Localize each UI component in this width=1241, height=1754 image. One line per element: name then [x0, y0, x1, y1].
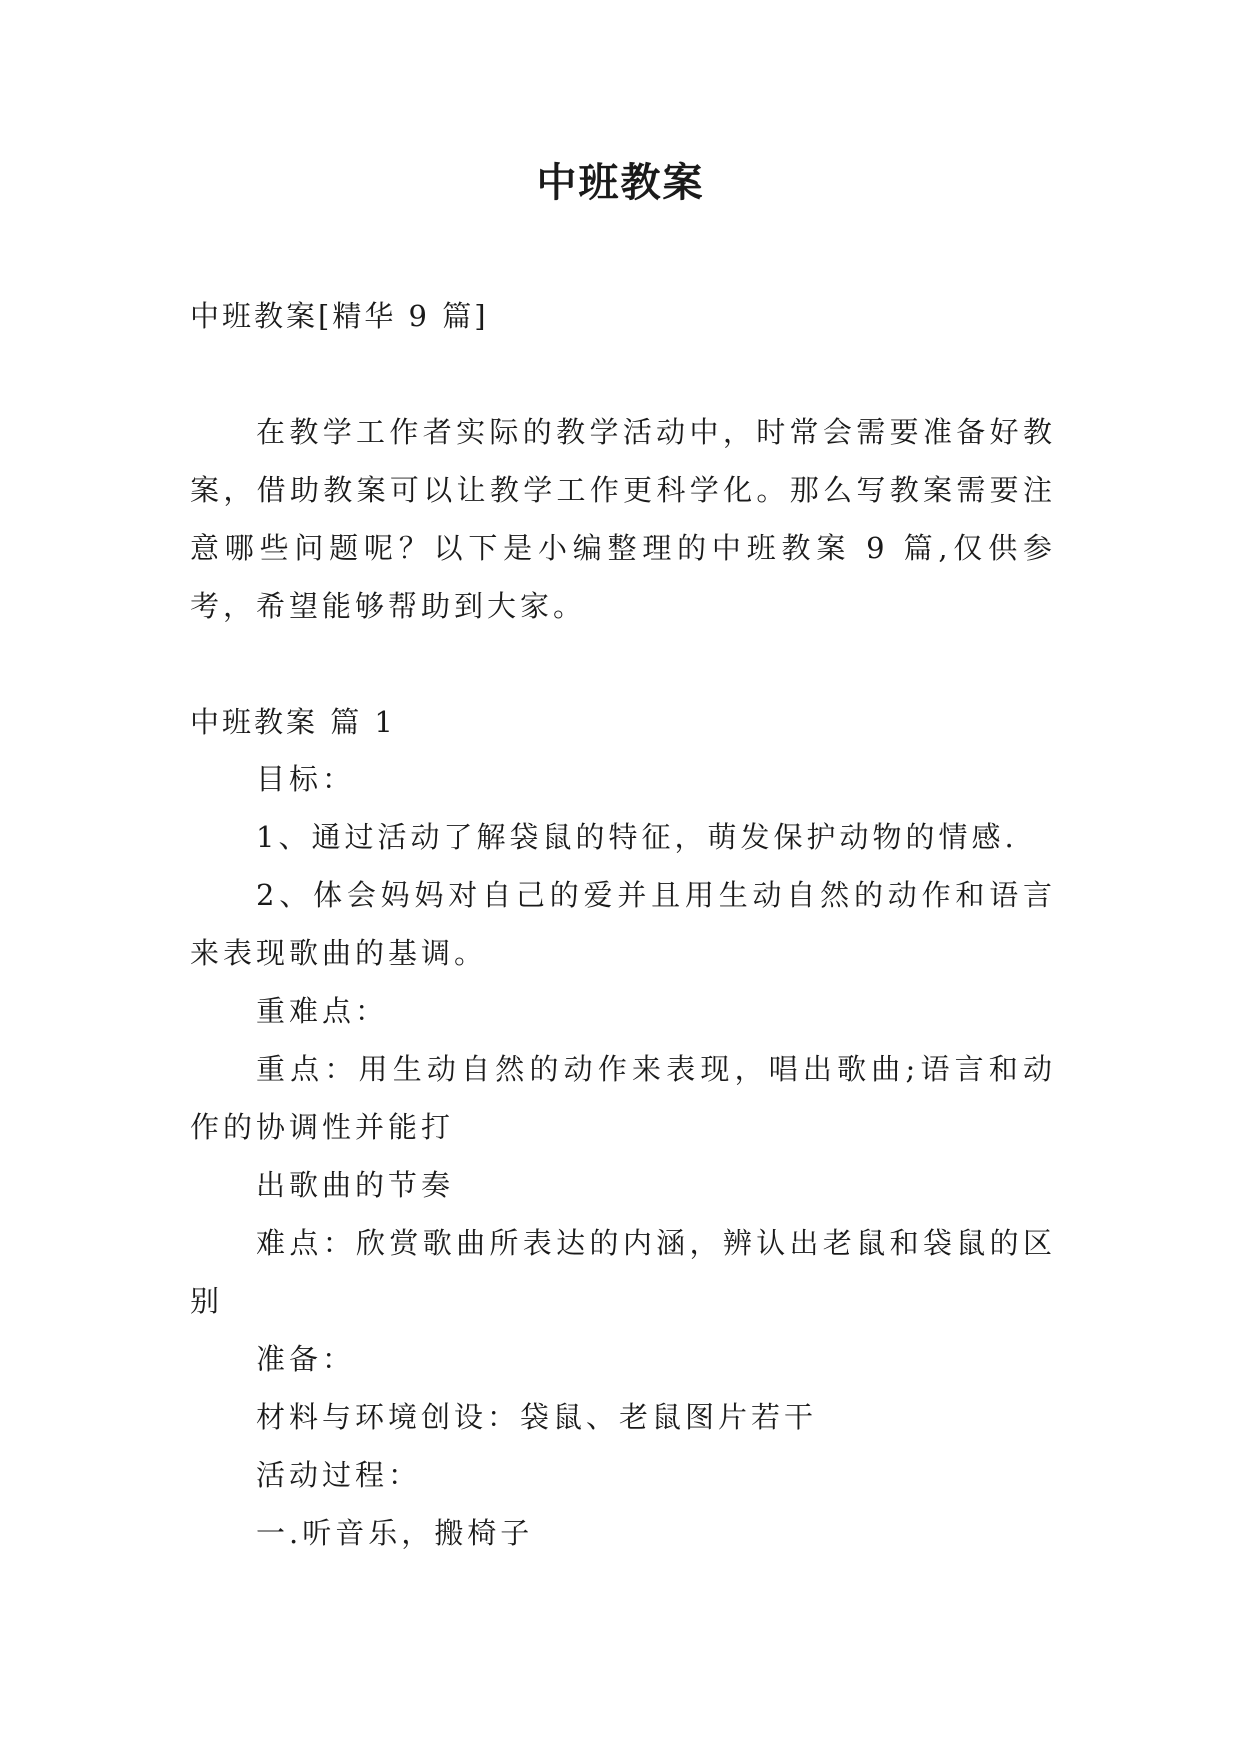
paragraph-key-point: 重点：用生动自然的动作来表现，唱出歌曲;语言和动作的协调性并能打	[190, 1052, 1056, 1144]
paragraph-process-label: 活动过程：	[256, 1458, 422, 1492]
paragraph-step-1: 一.听音乐，搬椅子	[256, 1516, 534, 1550]
paragraph-goal-2: 2、体会妈妈对自己的爱并且用生动自然的动作和语言来表现歌曲的基调。	[190, 878, 1056, 970]
paragraph-preparation-label: 准备：	[256, 1342, 356, 1376]
paragraph-key-points-label: 重难点：	[256, 994, 389, 1028]
paragraph-goals-label: 目标：	[256, 762, 356, 796]
paragraph-difficulty: 难点：欣赏歌曲所表达的内涵，辨认出老鼠和袋鼠的区别	[190, 1226, 1056, 1318]
paragraph-goal-1: 1、通过活动了解袋鼠的特征，萌发保护动物的情感.	[256, 820, 1018, 854]
document-subtitle: 中班教案[精华 9 篇]	[190, 299, 489, 333]
section-heading: 中班教案 篇 1	[190, 705, 396, 739]
intro-paragraph: 在教学工作者实际的教学活动中，时常会需要准备好教案，借助教案可以让教学工作更科学化。那么写教案需要注意哪些问题呢？以下是小编整理的中班教案 9 篇,仅供参考，希望能够帮助到大家。	[190, 415, 1056, 623]
paragraph-key-point-continued: 出歌曲的节奏	[256, 1168, 455, 1202]
paragraph-materials: 材料与环境创设：袋鼠、老鼠图片若干	[256, 1400, 818, 1434]
section-body	[190, 750, 1056, 1562]
document-title: 中班教案	[536, 160, 705, 206]
